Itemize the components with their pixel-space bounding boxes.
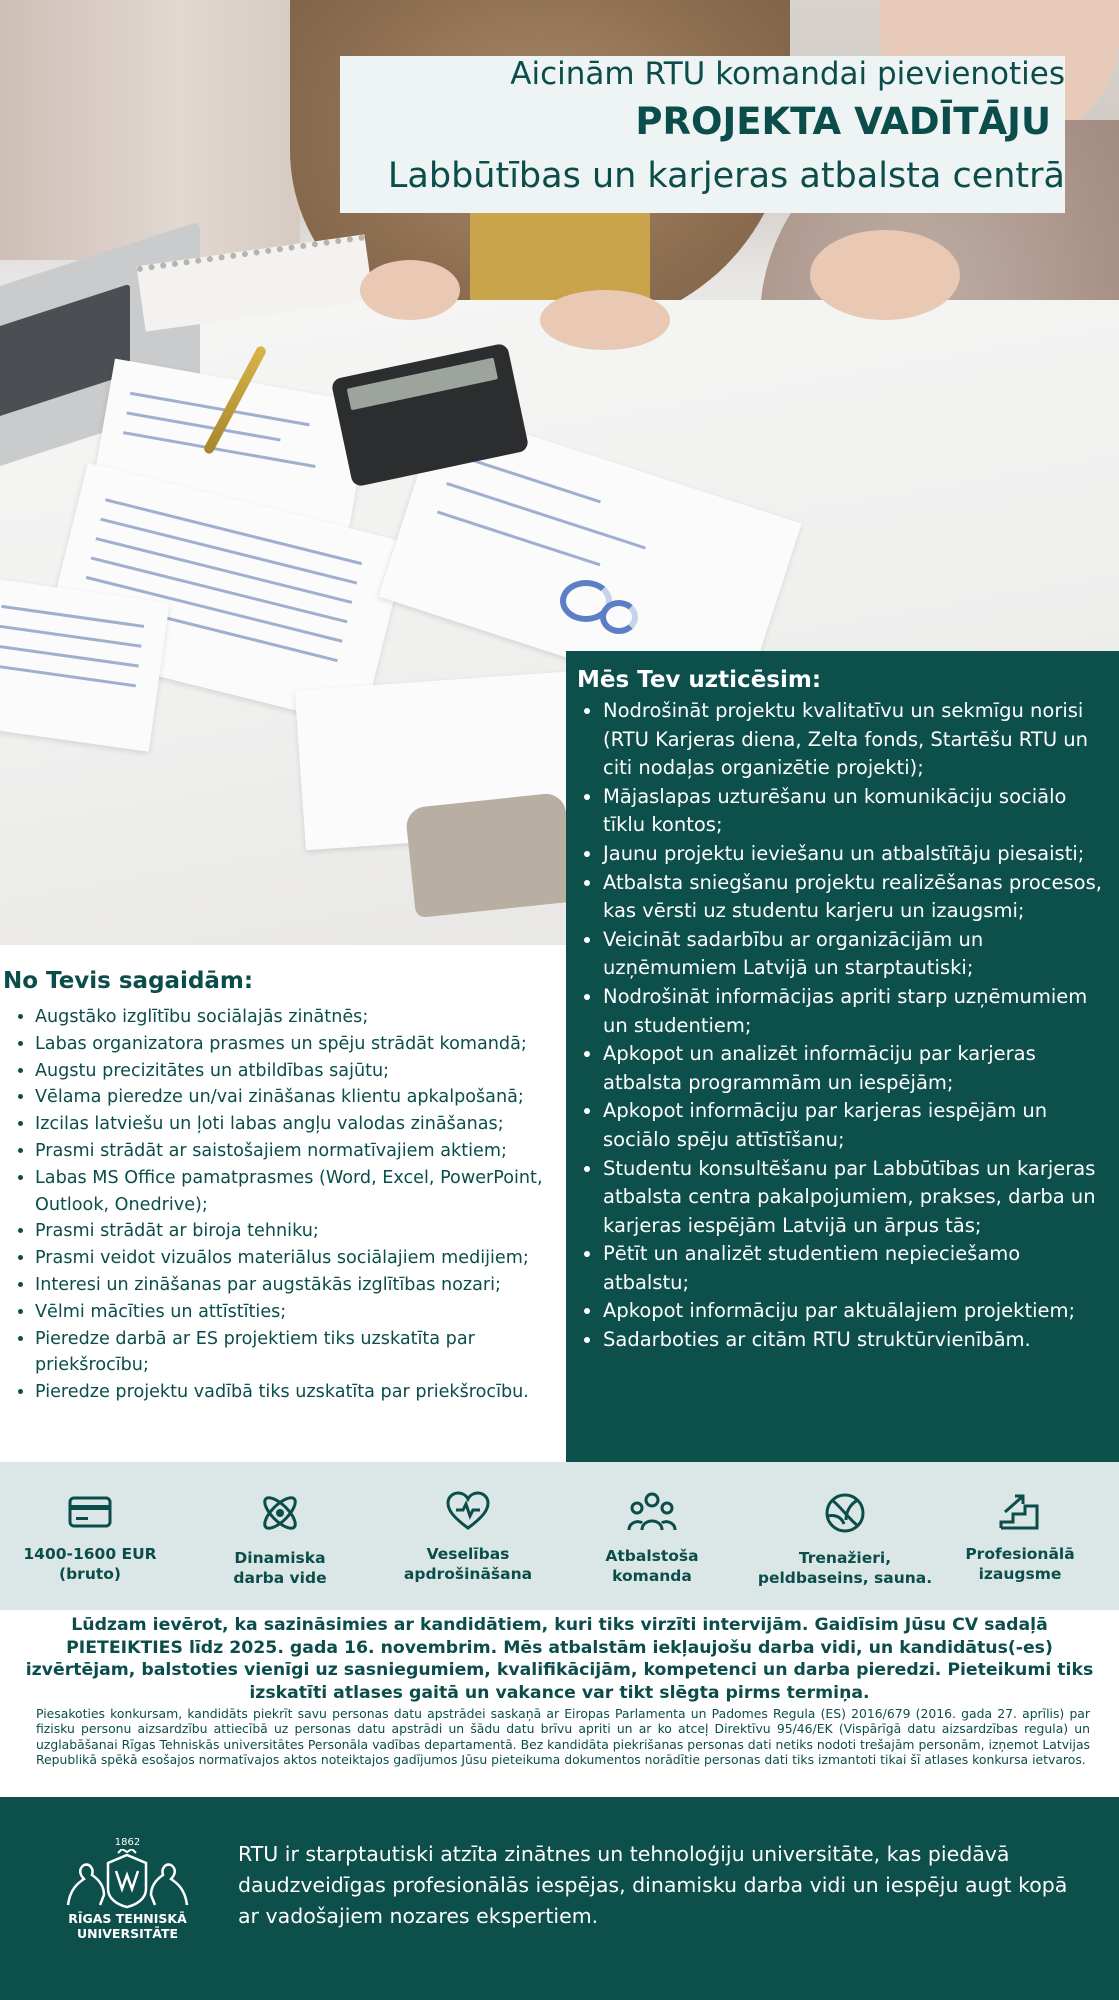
atom-icon — [257, 1490, 303, 1536]
benefit-health-insurance — [378, 1490, 558, 1584]
list-item: • Vēlmi mācīties un attīstīties; — [35, 1299, 565, 1326]
list-item: • Mājaslapas uzturēšanu un komunikāciju sociālo tīklu kontos; — [603, 783, 1103, 840]
list-item: • Jaunu projektu ieviešanu un atbalstītāju piesaisti; — [603, 840, 1103, 869]
logo-line2: UNIVERSITĀTE — [76, 1926, 179, 1941]
benefit-team — [562, 1490, 742, 1586]
rtu-logo — [60, 1837, 195, 1947]
benefit-line2: apdrošināšana — [403, 1565, 533, 1583]
requirements-list — [0, 1004, 565, 1406]
benefit-line1: Atbalstoša — [605, 1547, 699, 1565]
list-item: • Apkopot un analizēt informāciju par karjeras atbalsta programmām un iespējām; — [603, 1040, 1103, 1097]
benefit-professional-growth — [930, 1490, 1110, 1584]
list-item: • Vēlama pieredze un/vai zināšanas klientu apkalpošanā; — [35, 1084, 565, 1111]
benefit-line1: Dinamiska — [234, 1549, 326, 1567]
benefit-sports — [755, 1490, 935, 1588]
sports-ball-icon — [822, 1490, 868, 1536]
responsibilities-list — [566, 697, 1103, 1355]
rtu-crest-icon — [60, 1849, 195, 1911]
list-item: • Pieredze projektu vadībā tiks uzskatīta par priekšrocību. — [35, 1379, 565, 1406]
responsibilities-panel — [566, 651, 1119, 1462]
list-item: • Izcilas latviešu un ļoti labas angļu valodas zināšanas; — [35, 1111, 565, 1138]
list-item: • Labas MS Office pamatprasmes (Word, Excel, PowerPoint, Outlook, Onedrive); — [35, 1165, 565, 1219]
list-item: • Augstu precizitātes un atbildības sajūtu; — [35, 1058, 565, 1085]
benefit-dynamic-environment — [190, 1490, 370, 1588]
list-item: • Apkopot informāciju par karjeras iespējām un sociālo spēju attīstīšanu; — [603, 1097, 1103, 1154]
list-item: • Pētīt un analizēt studentiem nepieciešamo atbalstu; — [603, 1240, 1103, 1297]
credit-card-icon — [67, 1490, 113, 1532]
benefit-line1: Veselības — [426, 1545, 510, 1563]
heart-pulse-icon — [445, 1490, 491, 1532]
logo-year: 1862 — [114, 1837, 141, 1848]
application-notice: Lūdzam ievērot, ka sazināsimies ar kandidātiem, kuri tiks virzīti intervijām. Gaidīsim Jūsu CV sadaļā PIETEIKTIES līdz 2025. gada 16. novembrim. Mēs atbalstām iekļaujošu darba vidi, un kandidātus(-es) izvērtējam, balstoties vienīgi uz sasniegumiem, kvalifikācijām, kompetenci un darba pieredzi. Pieteikumi tiks izskatīti atlases gaitā un vakance var tikt slēgta pirms termiņa. — [25, 1615, 1094, 1703]
team-icon — [627, 1490, 677, 1534]
benefit-line2: (bruto) — [59, 1565, 121, 1583]
benefit-salary — [0, 1490, 180, 1584]
list-item: • Pieredze darbā ar ES projektiem tiks uzskatīta par priekšrocību; — [35, 1326, 565, 1380]
list-item: • Apkopot informāciju par aktuālajiem projektiem; — [603, 1297, 1103, 1326]
list-item: • Nodrošināt projektu kvalitatīvu un sekmīgu norisi (RTU Karjeras diena, Zelta fonds, Startēšu RTU un citi nodaļas organizētie projekti); — [603, 697, 1103, 783]
list-item: • Augstāko izglītību sociālajās zinātnēs; — [35, 1004, 565, 1031]
title-invite: Aicinām RTU komandai pievienoties — [510, 56, 1065, 92]
benefit-line2: komanda — [612, 1567, 692, 1585]
footer — [0, 1797, 1119, 2000]
list-item: • Prasmi strādāt ar saistošajiem normatīvajiem aktiem; — [35, 1138, 565, 1165]
footer-description: RTU ir starptautiski atzīta zinātnes un tehnoloģiju universitāte, kas piedāvā daudzveidīgas profesionālās iespējas, dinamisku darba vidi un iespēju augt kopā ar vadošajiem nozares ekspertiem. — [238, 1842, 1068, 1928]
list-item: • Prasmi veidot vizuālos materiālus sociālajiem medijiem; — [35, 1245, 565, 1272]
list-item: • Atbalsta sniegšanu projektu realizēšanas procesos, kas vērsti uz studentu karjeru un izaugsmi; — [603, 869, 1103, 926]
benefits-band — [0, 1462, 1119, 1610]
list-item: • Veicināt sadarbību ar organizācijām un uzņēmumiem Latvijā un starptautiski; — [603, 926, 1103, 983]
list-item: • Studentu konsultēšanu par Labbūtības un karjeras atbalsta centra pakalpojumiem, prakses, darba un karjeras iespējām Latvijā un ārpus tās; — [603, 1155, 1103, 1241]
list-item: • Labas organizatora prasmes un spēju strādāt komandā; — [35, 1031, 565, 1058]
job-title: PROJEKTA VADĪTĀJU — [635, 100, 1051, 143]
benefit-line1: Trenažieri, — [798, 1549, 892, 1567]
list-item: • Sadarboties ar citām RTU struktūrvienībām. — [603, 1326, 1103, 1355]
list-item: • Interesi un zināšanas par augstākās izglītības nozari; — [35, 1272, 565, 1299]
benefit-line1: 1400-1600 EUR — [23, 1545, 157, 1563]
benefit-line2: izaugsme — [978, 1565, 1062, 1583]
logo-line1: RĪGAS TEHNISKĀ — [68, 1911, 187, 1926]
requirements-heading: No Tevis sagaidām: — [3, 968, 254, 994]
benefit-line2: darba vide — [233, 1569, 327, 1587]
responsibilities-heading: Mēs Tev uzticēsim: — [577, 667, 822, 693]
department-name: Labbūtības un karjeras atbalsta centrā — [387, 156, 1065, 196]
growth-stairs-icon — [997, 1490, 1043, 1532]
benefit-line2: peldbaseins, sauna. — [757, 1569, 933, 1587]
list-item: • Nodrošināt informācijas apriti starp uzņēmumiem un studentiem; — [603, 983, 1103, 1040]
list-item: • Prasmi strādāt ar biroja tehniku; — [35, 1218, 565, 1245]
benefit-line1: Profesionālā — [965, 1545, 1075, 1563]
privacy-statement: Piesakoties konkursam, kandidāts piekrīt savu personas datu apstrādei saskaņā ar Eiropas Parlamenta un Padomes Regula (ES) 2016/679 (2016. gada 27. aprīlis) par fizisku personu aizsardzību attiecībā uz personas datu apstrādi un šādu datu brīvu apriti un ar ko atceļ Direktīvu 95/46/EK (Vispārīgā datu aizsardzības regula) un uzglabāšanai Rīgas Tehniskās universitātes Personāla vadības departamentā. Bez kandidāta piekrišanas personas dati netiks nodoti trešajām personām, izņemot Latvijas Republikā spēkā esošajos normatīvajos aktos noteiktajos gadījumos Jūsu pieteikuma dokumentos norādītie personas dati tiks izmantoti tikai šī atlases konkursa ietvaros. — [36, 1706, 1090, 1767]
title-box — [340, 56, 1065, 213]
